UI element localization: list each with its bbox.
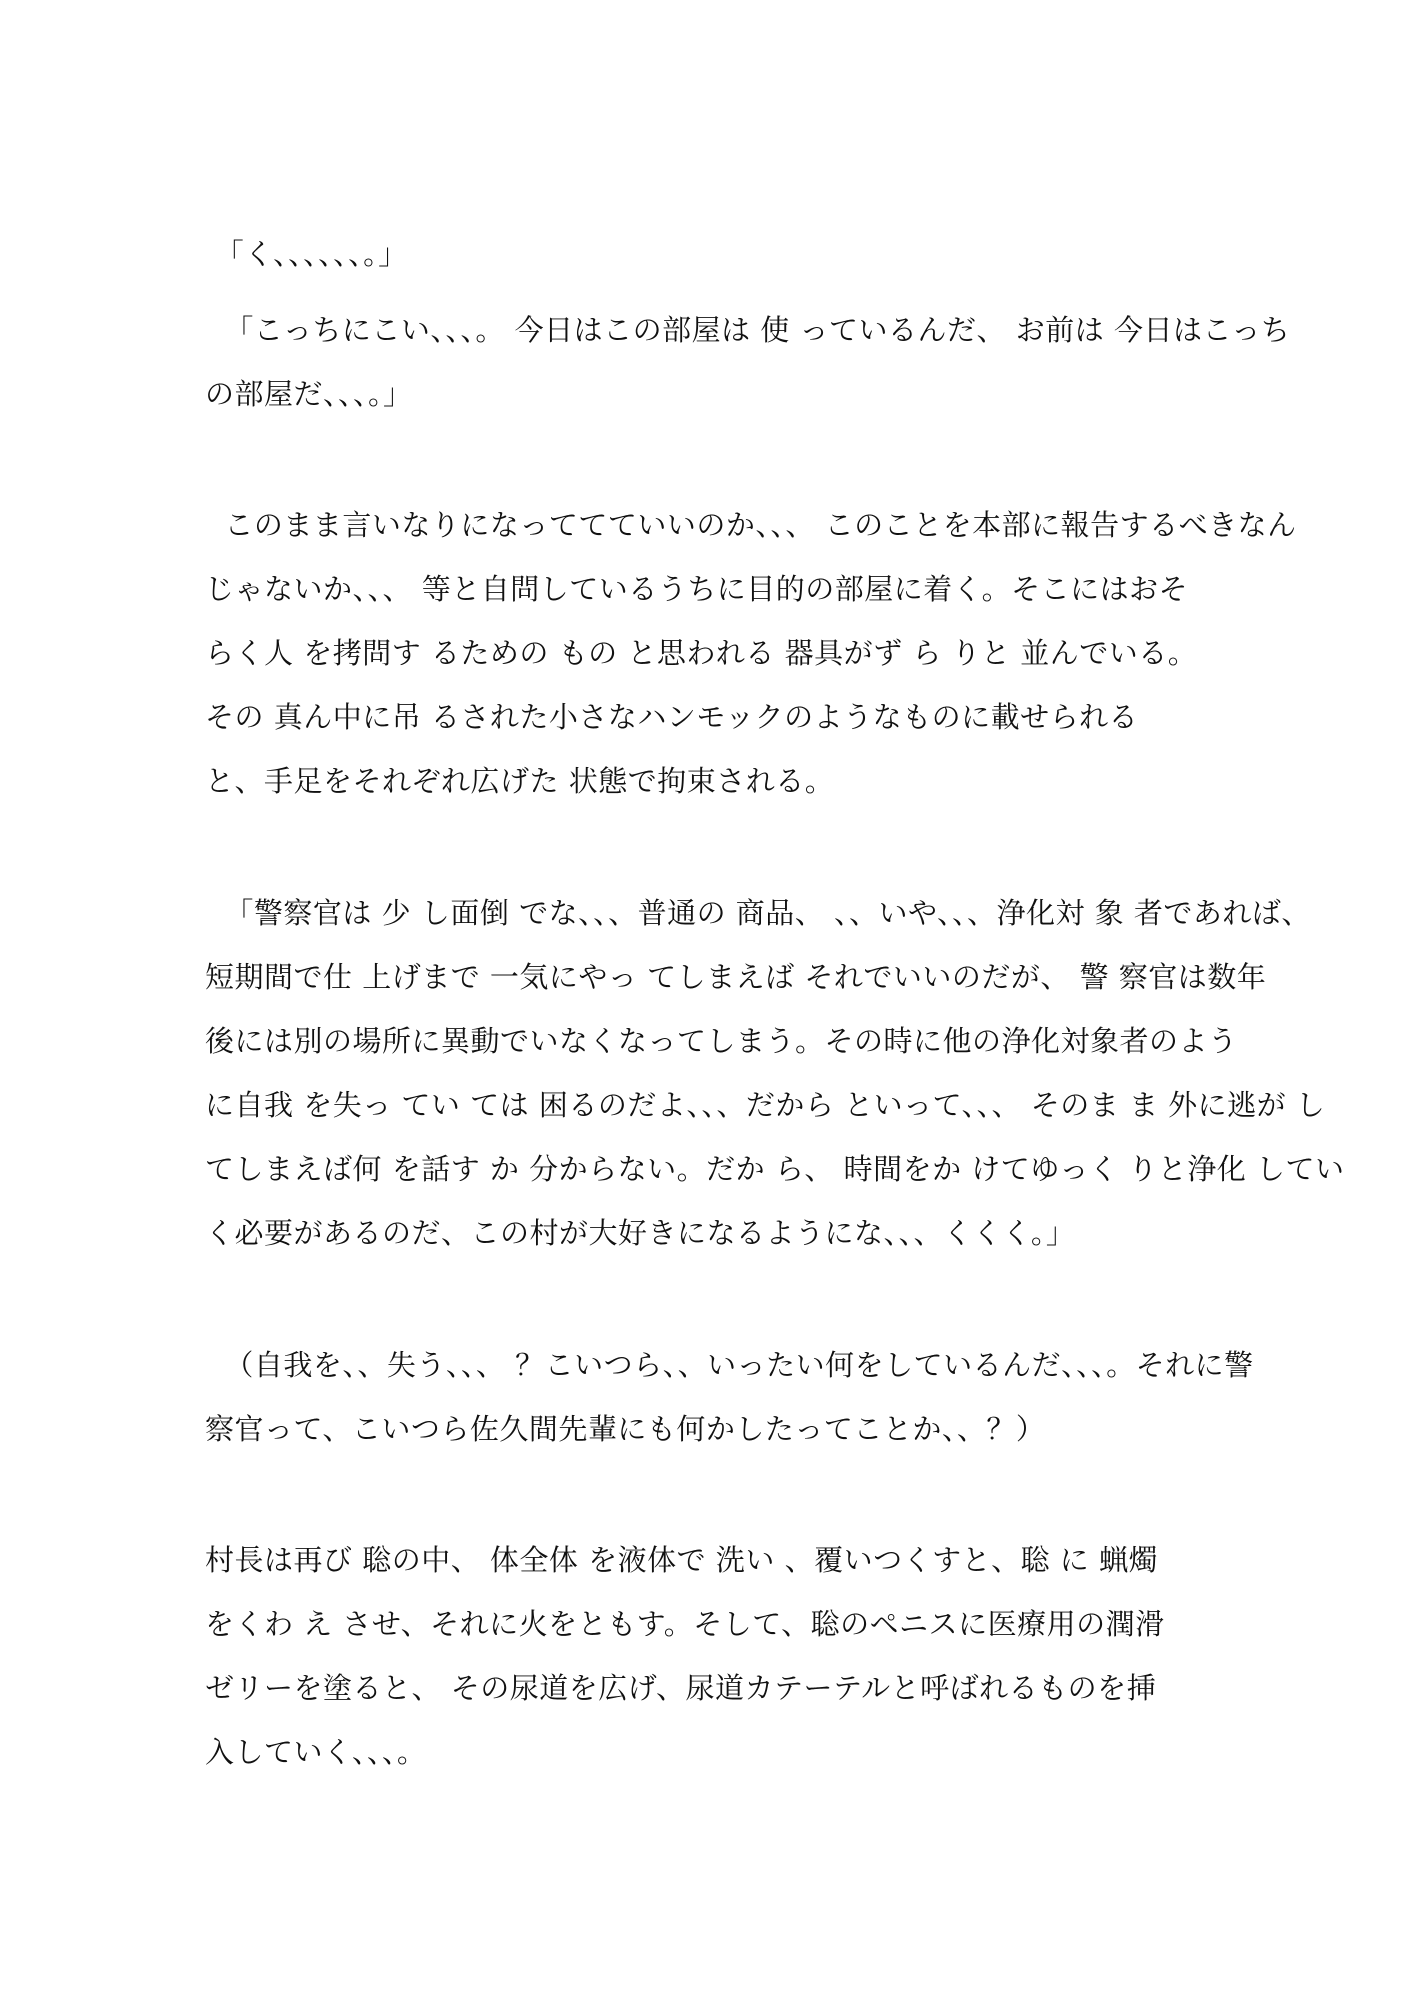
text-line: らく人 を拷問す るための もの と思われる 器具がず ら りと 並んでいる。	[205, 636, 1198, 670]
text-line: に自我 を失っ てい ては 困るのだよ、、、だから といって、、、 そのま ま 外に逃が し	[205, 1088, 1326, 1122]
text-line: 後には別の場所に異動でいなくなってしまう。その時に他の浄化対象者のよう	[205, 1024, 1238, 1058]
text-line: （自我を、、失う、、、 ？こいつら、、いったい何をしているんだ、、、。それに警	[205, 1348, 1254, 1382]
text-line: 短期間で仕 上げまで 一気にやっ てしまえば それでいいのだが、 警 察官は数年	[205, 960, 1267, 994]
text-line: てしまえば何 を話す か 分からない。だか ら、 時間をか けてゆっく りと浄化 してい	[205, 1152, 1345, 1186]
text-line: 村長は再び 聡の中、 体全体 を液体で 洗い 、覆いつくすと、聡 に 蝋燭	[205, 1543, 1159, 1577]
text-line: その 真ん中に吊 るされた小さなハンモックのようなものに載せられる	[205, 700, 1139, 734]
text-line: の部屋だ、、、。」	[205, 377, 413, 411]
text-line: 「警察官は 少 し面倒 でな、、、普通の 商品、 、、いや、、、浄化対 象 者であれば、	[205, 896, 1311, 930]
text-line: 「こっちにこい、、、。 今日はこの部屋は 使 っているんだ、 お前は 今日はこっち	[205, 313, 1291, 347]
text-line: く必要があるのだ、この村が大好きになるようにな、、、くくく。」	[205, 1216, 1076, 1250]
text-line: と、手足をそれぞれ広げた 状態で拘束される。	[205, 764, 835, 798]
text-line: ゼリーを塗ると、 その尿道を広げ、尿道カテーテルと呼ばれるものを挿	[205, 1671, 1157, 1705]
text-line: 察官って、こいつら佐久間先輩にも何かしたってことか、、？）	[205, 1412, 1046, 1446]
text-line: をくわ え させ、それに火をともす。そして、聡のペニスに医療用の潤滑	[205, 1607, 1165, 1641]
text-line: 「く、、、、、、。」	[205, 237, 408, 271]
text-line: 入していく、、、。	[205, 1735, 427, 1769]
text-line: じゃないか、、、 等と自問しているうちに目的の部屋に着く。そこにはおそ	[205, 572, 1189, 606]
text-line: このまま言いなりになっててていいのか、、、 このことを本部に報告するべきなん	[205, 508, 1297, 542]
